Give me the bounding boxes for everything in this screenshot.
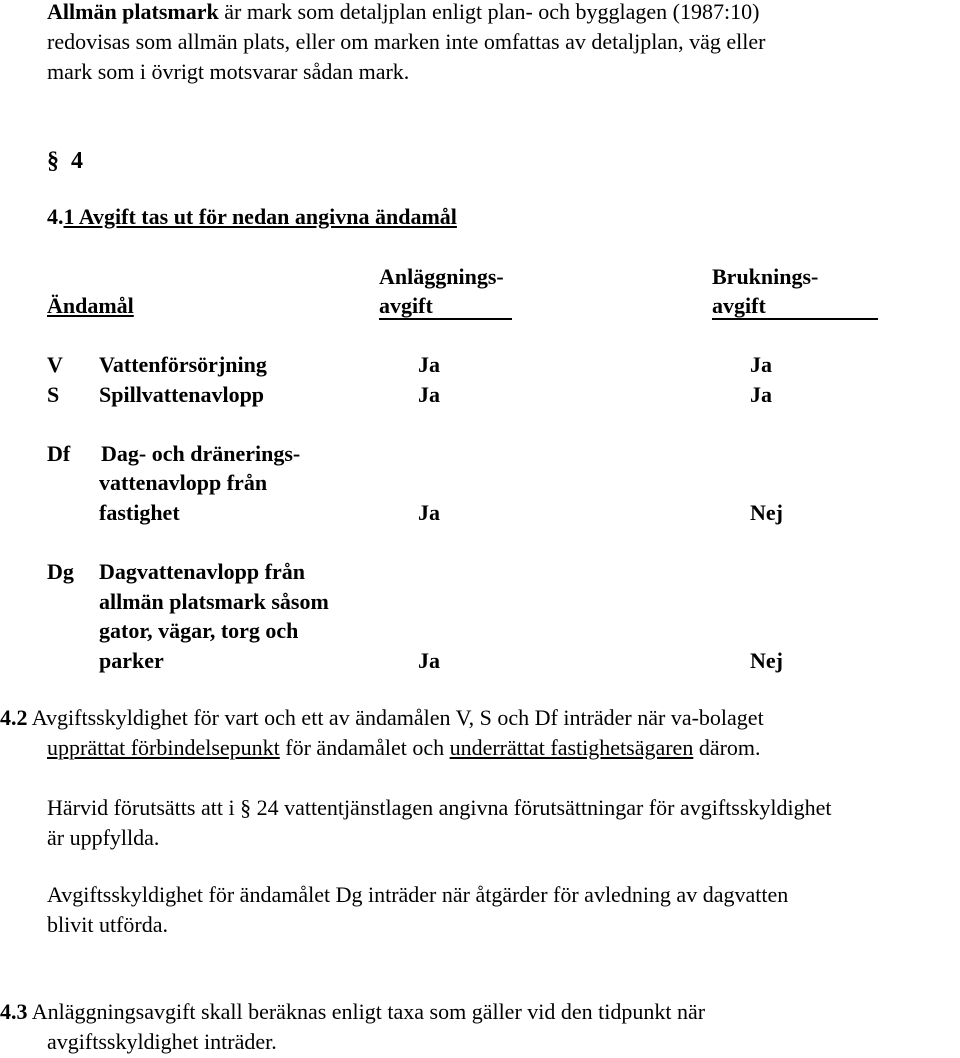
row-install-value: Ja — [418, 352, 440, 377]
row-code: Dg — [47, 559, 74, 584]
row-usage-value: Ja — [750, 382, 772, 407]
subsection-4-1-heading: 4.1 Avgift tas ut för nedan angivna ändamål — [47, 204, 457, 229]
row-code: Df — [47, 441, 71, 466]
subsection-4-3-line-2: avgiftsskyldighet inträder. — [47, 1029, 277, 1054]
paragraph-symbol: § — [240, 795, 252, 820]
header-purpose: Ändamål — [47, 293, 134, 318]
row-purpose: Spillvattenavlopp — [99, 382, 265, 407]
intro-line-1: Allmän platsmark är mark som detaljplan enligt plan- och bygglagen (1987:10) — [47, 0, 760, 24]
row-usage-value: Nej — [750, 648, 783, 673]
row-purpose-line: Dag- och dränerings- — [101, 441, 301, 466]
row-install-value: Ja — [418, 648, 440, 673]
row-purpose: Vattenförsörjning — [99, 352, 267, 377]
subsection-4-2-para-3-line-2: blivit utförda. — [47, 912, 168, 937]
section-heading: § 4 — [47, 148, 83, 174]
row-code: V — [47, 352, 63, 377]
header-usage-underline — [712, 318, 878, 320]
row-code: S — [47, 382, 60, 407]
link-upprattat-forbindelsepunkt: upprättat förbindelsepunkt — [47, 735, 280, 760]
row-purpose-line: fastighet — [99, 500, 180, 525]
row-purpose-line: gator, vägar, torg och — [99, 618, 299, 643]
row-usage-value: Ja — [750, 352, 772, 377]
row-usage-value: Nej — [750, 500, 783, 525]
row-purpose-line: vattenavlopp från — [99, 470, 268, 495]
paragraph-symbol: § — [47, 148, 59, 174]
subsection-4-2-para-2-line-1: Härvid förutsätts att i § 24 vattentjänstlagen angivna förutsättningar för avgiftsskyldighet — [47, 795, 832, 820]
subsection-4-3-number: 4.3 — [0, 999, 28, 1024]
subsection-4-2-number: 4.2 — [0, 705, 28, 730]
subsection-4-2-line-1: 4.2 Avgiftsskyldighet för vart och ett av ändamålen V, S och Df inträder när va-bolaget — [0, 705, 764, 730]
subsection-4-3-line-1: 4.3 Anläggningsavgift skall beräknas enligt taxa som gäller vid den tidpunkt när — [0, 999, 706, 1024]
subsection-4-2-para-2-line-2: är uppfyllda. — [47, 825, 160, 850]
intro-line-3: mark som i övrigt motsvarar sådan mark. — [47, 59, 410, 84]
header-usage-top: Bruknings- — [712, 264, 819, 289]
subsection-4-2-line-2: upprättat förbindelsepunkt för ändamålet och underrättat fastighetsägaren därom. — [47, 735, 761, 760]
intro-line-2: redovisas som allmän plats, eller om marken inte omfattas av detaljplan, väg eller — [47, 29, 766, 54]
link-underrattat-fastighetsagaren: underrättat fastighetsägaren — [449, 735, 694, 760]
header-install-bottom: avgift — [379, 293, 433, 318]
header-install-underline — [379, 318, 512, 320]
header-install-top: Anläggnings- — [379, 264, 504, 289]
row-install-value: Ja — [418, 500, 440, 525]
row-purpose-line: allmän platsmark såsom — [99, 589, 329, 614]
subsection-4-2-para-3-line-1: Avgiftsskyldighet för ändamålet Dg inträder när åtgärder för avledning av dagvatten — [47, 882, 789, 907]
row-install-value: Ja — [418, 382, 440, 407]
header-usage-bottom: avgift — [712, 293, 766, 318]
row-purpose-line: parker — [99, 648, 164, 673]
row-purpose-line: Dagvattenavlopp från — [99, 559, 305, 584]
intro-term: Allmän platsmark — [47, 0, 219, 24]
